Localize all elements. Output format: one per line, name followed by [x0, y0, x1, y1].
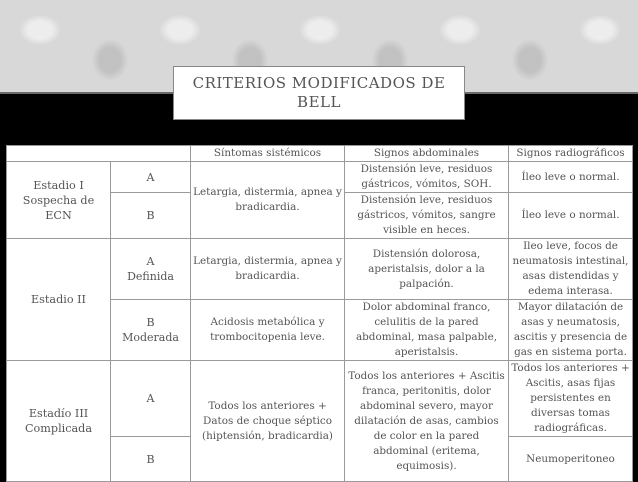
title-line-2: BELL — [297, 93, 341, 111]
stage-2b-label-letter: B — [146, 316, 155, 329]
stage-1b-label: B — [111, 193, 191, 239]
stage-3-abdominal: Todos los anteriores + Ascitis franca, peritonitis, dolor abdominal severo, mayor dilatación de asas, cambios de color en la pared abdominal (eritema, equimosis). — [345, 361, 509, 482]
stage-1-name-line2: Sospecha de ECN — [22, 193, 95, 222]
stage-3a-label: A — [111, 361, 191, 437]
header-abdominales: Signos abdominales — [345, 146, 509, 162]
stage-3-name-line1: Estadío III — [28, 407, 89, 420]
stage-2b-systemic: Acidosis metabólica y trombocitopenia leve. — [191, 300, 345, 361]
stage-2-name-line1: Estadio II — [31, 293, 86, 306]
stage-3b-label: B — [111, 437, 191, 482]
title-line-1: CRITERIOS MODIFICADOS DE — [192, 74, 446, 92]
stage-3-name — [7, 361, 111, 482]
stage-1-name — [7, 162, 111, 239]
stage-2b-label-name: Moderada — [122, 331, 179, 344]
stage-2a-abdominal: Distensión dolorosa, aperistalsis, dolor a la palpación. — [345, 239, 509, 300]
stage-1b-abdominal: Distensión leve, residuos gástricos, vómitos, sangre visible en heces. — [345, 193, 509, 239]
stage-2b-radiographic: Mayor dilatación de asas y neumatosis, ascitis y presencia de gas en sistema porta. — [509, 300, 633, 361]
stage-2b-abdominal: Dolor abdominal franco, celulitis de la pared abdominal, masa palpable, aperistalsis. — [345, 300, 509, 361]
stage-2a-label-name: Definida — [127, 270, 174, 283]
stage-3a-radiographic: Todos los anteriores + Ascitis, asas fijas persistentes en diversas tomas radiográficas. — [509, 361, 633, 437]
stage-3-systemic: Todos los anteriores + Datos de choque séptico (hiptensión, bradicardia) — [191, 361, 345, 482]
table-row — [7, 361, 633, 437]
stage-1a-radiographic: Íleo leve o normal. — [509, 162, 633, 193]
slide-title — [173, 66, 465, 120]
header-radiograficos: Signos radiográficos — [509, 146, 633, 162]
stage-1-systemic: Letargia, distermia, apnea y bradicardia. — [191, 162, 345, 239]
stage-1a-abdominal: Distensión leve, residuos gástricos, vómitos, SOH. — [345, 162, 509, 193]
stage-1b-radiographic: Íleo leve o normal. — [509, 193, 633, 239]
header-sistemicos: Síntomas sistémicos — [191, 146, 345, 162]
stage-1a-label: A — [111, 162, 191, 193]
stage-2b-label — [111, 300, 191, 361]
criteria-table — [6, 145, 633, 482]
stage-2a-label — [111, 239, 191, 300]
stage-3-name-line2: Complicada — [25, 422, 92, 435]
stage-2-name — [7, 239, 111, 361]
stage-3b-radiographic: Neumoperitoneo — [509, 437, 633, 482]
stage-2a-radiographic: Ileo leve, focos de neumatosis intestinal, asas distendidas y edema interasa. — [509, 239, 633, 300]
stage-2a-label-letter: A — [146, 255, 155, 268]
header-empty-cell — [7, 146, 191, 162]
table-row — [7, 239, 633, 300]
header-row — [7, 146, 633, 162]
stage-2a-systemic: Letargia, distermia, apnea y bradicardia. — [191, 239, 345, 300]
stage-1-name-line1: Estadio I — [33, 178, 84, 192]
table-row — [7, 162, 633, 193]
